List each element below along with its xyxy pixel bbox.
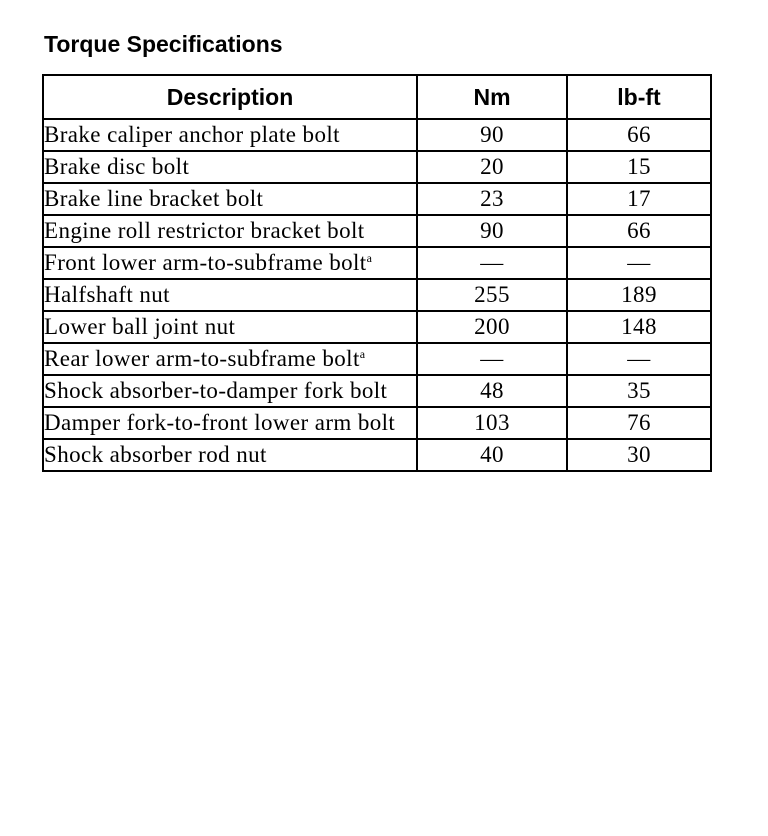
table-row — [43, 247, 711, 279]
column-header-lbft: lb-ft — [567, 75, 711, 119]
row-nm-value: 23 — [417, 183, 567, 215]
row-nm-value: 40 — [417, 439, 567, 471]
row-nm-value: 255 — [417, 279, 567, 311]
row-lbft-value: 148 — [567, 311, 711, 343]
row-description — [43, 151, 417, 183]
row-nm-value: 103 — [417, 407, 567, 439]
row-description — [43, 183, 417, 215]
row-nm-value: 200 — [417, 311, 567, 343]
table-header-row — [43, 75, 711, 119]
description-text: Brake caliper anchor plate bolt — [44, 122, 340, 147]
footnote-marker: a — [366, 251, 373, 265]
footnote-marker: a — [359, 347, 366, 361]
row-description — [43, 343, 417, 375]
table-row — [43, 407, 711, 439]
table-row — [43, 215, 711, 247]
description-text: Brake disc bolt — [44, 154, 190, 179]
row-description — [43, 119, 417, 151]
description-text: Halfshaft nut — [44, 282, 170, 307]
row-nm-value: 90 — [417, 215, 567, 247]
row-nm-value: 20 — [417, 151, 567, 183]
row-description — [43, 311, 417, 343]
row-lbft-value: 15 — [567, 151, 711, 183]
table-row — [43, 279, 711, 311]
column-header-description: Description — [43, 75, 417, 119]
row-lbft-value: 35 — [567, 375, 711, 407]
row-nm-value: 48 — [417, 375, 567, 407]
row-lbft-value: — — [567, 247, 711, 279]
row-lbft-value: 66 — [567, 119, 711, 151]
description-text: Lower ball joint nut — [44, 314, 236, 339]
row-nm-value: — — [417, 343, 567, 375]
page-title: Torque Specifications — [44, 31, 283, 57]
table-row — [43, 311, 711, 343]
table-row — [43, 151, 711, 183]
row-lbft-value: 66 — [567, 215, 711, 247]
row-nm-value: — — [417, 247, 567, 279]
table-row — [43, 375, 711, 407]
description-text: Shock absorber rod nut — [44, 442, 267, 467]
row-description — [43, 407, 417, 439]
description-text: Front lower arm-to-subframe bolt — [44, 250, 367, 275]
table-row — [43, 439, 711, 471]
row-description — [43, 215, 417, 247]
row-description — [43, 375, 417, 407]
row-lbft-value: 76 — [567, 407, 711, 439]
table-row — [43, 343, 711, 375]
table-row — [43, 183, 711, 215]
row-lbft-value: 189 — [567, 279, 711, 311]
row-nm-value: 90 — [417, 119, 567, 151]
description-text: Rear lower arm-to-subframe bolt — [44, 346, 360, 371]
torque-spec-table — [42, 74, 712, 472]
row-description — [43, 279, 417, 311]
row-lbft-value: 17 — [567, 183, 711, 215]
row-lbft-value: — — [567, 343, 711, 375]
description-text: Brake line bracket bolt — [44, 186, 264, 211]
table-row — [43, 119, 711, 151]
row-description — [43, 439, 417, 471]
row-lbft-value: 30 — [567, 439, 711, 471]
description-text: Shock absorber-to-damper fork bolt — [44, 378, 388, 403]
description-text: Damper fork-to-front lower arm bolt — [44, 410, 396, 435]
column-header-nm: Nm — [417, 75, 567, 119]
row-description — [43, 247, 417, 279]
description-text: Engine roll restrictor bracket bolt — [44, 218, 365, 243]
